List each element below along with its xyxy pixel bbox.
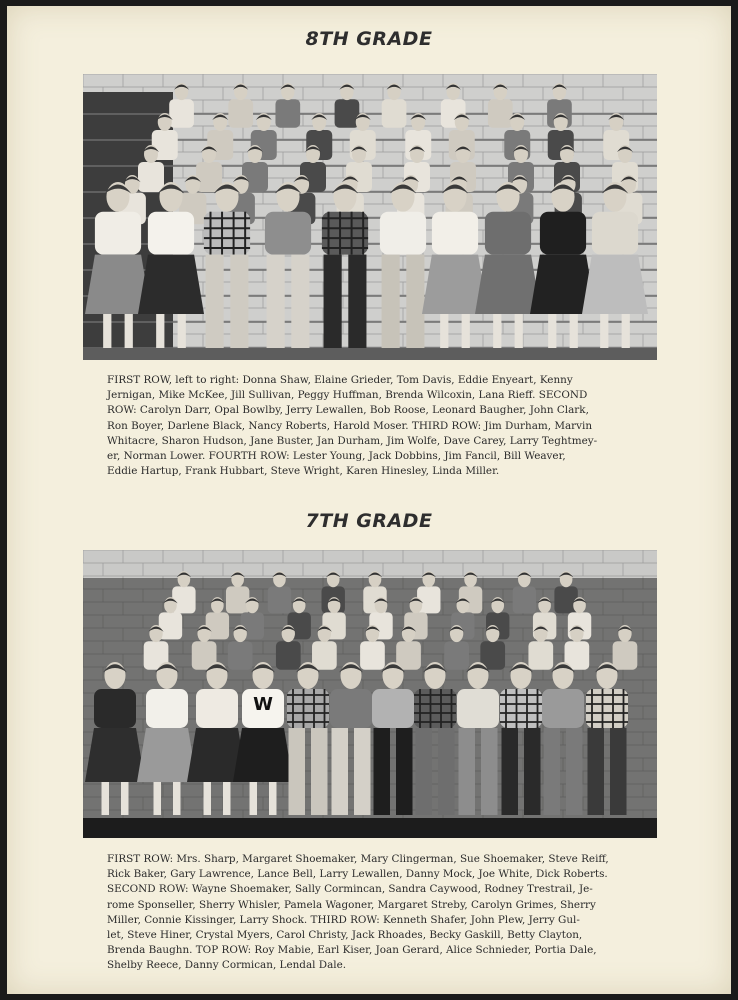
student-shirt xyxy=(540,212,586,255)
student-shirt xyxy=(276,641,301,670)
eighth-grade-heading: 8TH GRADE xyxy=(305,28,433,50)
caption-line: let, Steve Hiner, Crystal Myers, Carol Christy, Jack Rhoades, Becky Gaskill, Betty Clayton, xyxy=(107,929,583,942)
student-shirt xyxy=(228,99,253,128)
student-shirt xyxy=(613,641,638,670)
student-shirt xyxy=(488,99,513,128)
student-shirt xyxy=(372,689,414,728)
floor xyxy=(83,818,657,838)
sweater-letter: W xyxy=(253,694,273,715)
student-shirt xyxy=(444,641,469,670)
student-shirt xyxy=(265,212,311,255)
caption-line: Jernigan, Mike McKee, Jill Sullivan, Peggy Huffman, Brenda Wilcoxin, Lana Rieff. SECOND xyxy=(107,389,588,402)
eighth-grade-caption xyxy=(107,373,637,479)
seventh-grade-heading: 7TH GRADE xyxy=(305,510,433,532)
student-shirt xyxy=(330,689,372,728)
caption-line: FIRST ROW, left to right: Donna Shaw, Elaine Grieder, Tom Davis, Eddie Enyeart, Kenny xyxy=(107,374,573,386)
seventh-grade-class-photo xyxy=(83,550,657,838)
student-shirt xyxy=(360,641,385,670)
student-shirt xyxy=(382,99,407,128)
student-shirt xyxy=(592,212,638,255)
eighth-grade-class-photo xyxy=(83,74,657,360)
student-shirt xyxy=(432,212,478,255)
student-shirt xyxy=(95,212,141,255)
student-shirt xyxy=(542,689,584,728)
student-shirt xyxy=(148,212,194,255)
student-shirt xyxy=(513,586,536,613)
caption-line: Ron Boyer, Darlene Black, Nancy Roberts, Harold Moser. THIRD ROW: Jim Durham, Marvin xyxy=(107,419,593,432)
student-shirt xyxy=(228,641,253,670)
caption-line: Brenda Baughn. TOP ROW: Roy Mabie, Earl Kiser, Joan Gerard, Alice Schnieder, Portia Dale, xyxy=(107,944,597,957)
caption-line: Rick Baker, Gary Lawrence, Lance Bell, Larry Lewallen, Danny Mock, Joe White, Dick Roberts. xyxy=(107,868,608,881)
student-shirt xyxy=(226,586,249,613)
floor xyxy=(83,348,657,360)
student-shirt xyxy=(528,641,553,670)
student-shirt xyxy=(275,99,300,128)
student-shirt xyxy=(138,162,164,192)
student-shirt xyxy=(312,641,337,670)
caption-line: Eddie Hartup, Frank Hubbart, Steve Wright, Karen Hinesley, Linda Miller. xyxy=(107,465,500,478)
caption-line: ROW: Carolyn Darr, Opal Bowlby, Jerry Lewallen, Bob Roose, Leonard Baugher, John Clark, xyxy=(107,404,589,417)
student-shirt xyxy=(335,99,360,128)
caption-line: FIRST ROW: Mrs. Sharp, Margaret Shoemaker, Mary Clingerman, Sue Shoemaker, Steve Reiff, xyxy=(107,853,609,865)
caption-line: Whitacre, Sharon Hudson, Jane Buster, Jan Durham, Jim Wolfe, Dave Carey, Larry Teghtmey- xyxy=(107,434,598,447)
student-shirt xyxy=(196,689,238,728)
student-shirt xyxy=(457,689,499,728)
caption-line: Miller, Connie Kissinger, Larry Shock. THIRD ROW: Kenneth Shafer, John Plew, Jerry Gul- xyxy=(107,913,580,926)
student-shirt xyxy=(485,212,531,255)
student-shirt xyxy=(169,99,194,128)
student-shirt xyxy=(94,689,136,728)
caption-line: er, Norman Lower. FOURTH ROW: Lester Young, Jack Dobbins, Jim Fancil, Bill Weaver, xyxy=(107,450,566,463)
caption-line: rome Sponseller, Sherry Whisler, Pamela Wagoner, Margaret Streby, Carolyn Grimes, Sherry xyxy=(107,898,596,911)
student-shirt xyxy=(268,586,291,613)
seventh-grade-caption xyxy=(107,852,637,974)
student-shirt xyxy=(146,689,188,728)
caption-line: Shelby Reece, Danny Cormican, Lendal Dale. xyxy=(107,959,347,972)
caption-line: SECOND ROW: Wayne Shoemaker, Sally Cormincan, Sandra Caywood, Rodney Trestrail, Je- xyxy=(107,883,593,896)
student-shirt xyxy=(380,212,426,255)
